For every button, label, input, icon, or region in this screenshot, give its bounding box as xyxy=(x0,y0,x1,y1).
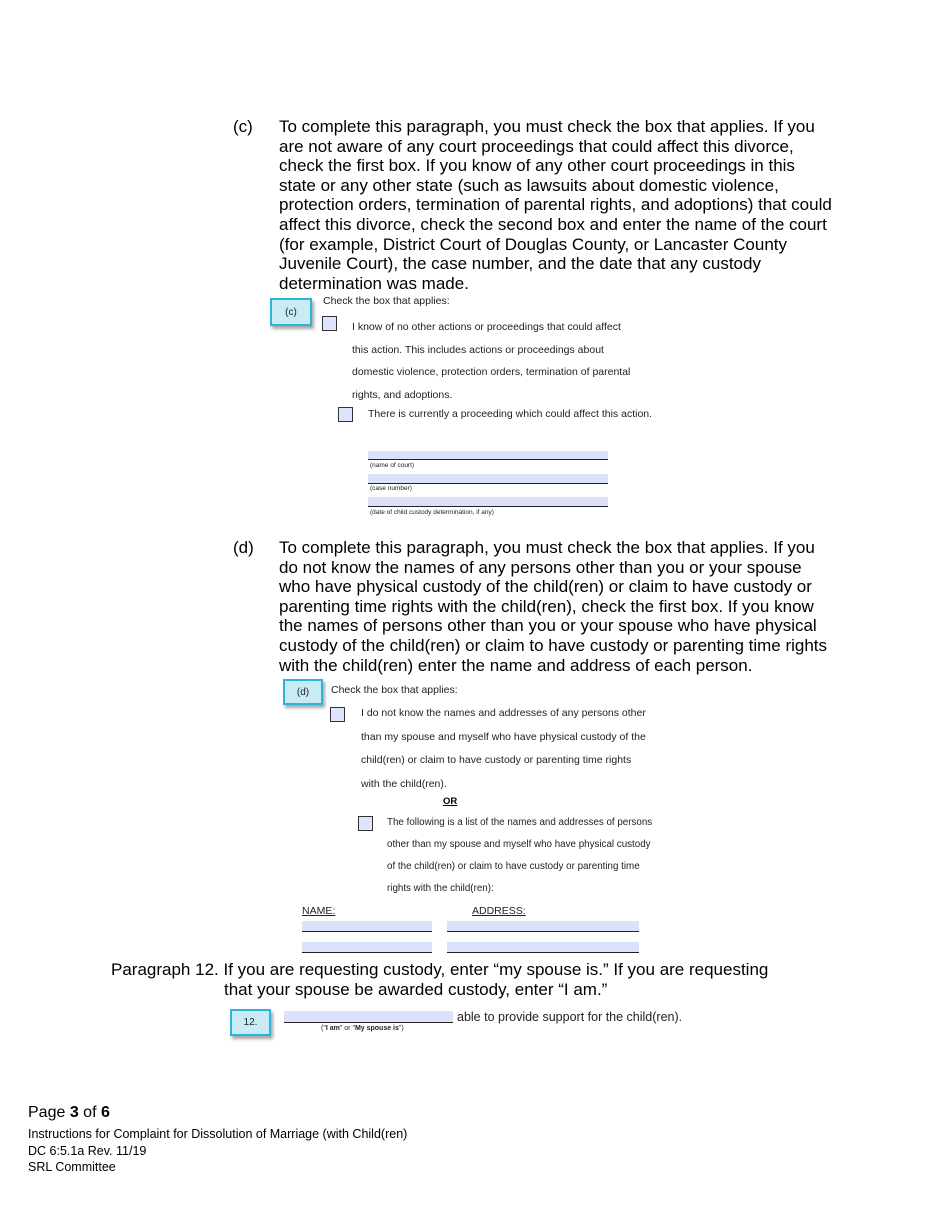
page-number xyxy=(28,1104,110,1122)
text-line: The following is a list of the names and addresses of persons xyxy=(387,817,653,828)
callout-c: (c) xyxy=(270,298,312,326)
text-line: check the first box. If you know of any other court proceedings in this xyxy=(279,156,795,176)
option-no-other-persons xyxy=(361,702,646,796)
field-label: (name of court) xyxy=(370,462,415,469)
text-line: Juvenile Court), the case number, and the date that any custody xyxy=(279,254,761,274)
text-line: protection orders, termination of parental rights, and adoptions) that could xyxy=(279,195,832,215)
hint-text: ") xyxy=(398,1025,404,1032)
checkbox-no-proceedings[interactable] xyxy=(322,316,337,331)
text-line: of the child(ren) or claim to have custody or parenting time xyxy=(387,861,640,872)
hint-text: (" xyxy=(321,1025,326,1032)
hint-text: " or " xyxy=(339,1025,355,1032)
option-current-proceeding: There is currently a proceeding which could affect this action. xyxy=(368,408,653,420)
text-line: the names of persons other than you or your spouse who have physical xyxy=(279,616,817,636)
total-pages: 6 xyxy=(100,1104,110,1121)
name-column-header: NAME: xyxy=(302,905,336,917)
hint-text: I am xyxy=(325,1025,340,1032)
text-line: this action. This includes actions or proceedings about xyxy=(352,343,604,356)
text-line: are not aware of any court proceedings that could affect this divorce, xyxy=(279,136,794,156)
text-line: state or any other state (such as lawsuits about domestic violence, xyxy=(279,175,779,195)
person-name-field[interactable] xyxy=(302,942,432,953)
field-label: (date of child custody determination, if any) xyxy=(370,509,494,516)
person-name-field[interactable] xyxy=(302,921,432,932)
committee-name: SRL Committee xyxy=(28,1160,116,1174)
text-line: To complete this paragraph, you must check the box that applies. If you xyxy=(279,538,815,557)
document-title: Instructions for Complaint for Dissolution of Marriage (with Child(ren) xyxy=(28,1127,408,1141)
option-list-persons xyxy=(387,812,652,900)
person-address-field[interactable] xyxy=(447,921,639,932)
footer-info xyxy=(28,1126,407,1176)
person-address-field[interactable] xyxy=(447,942,639,953)
section-c-label: (c) xyxy=(233,117,253,136)
current-page: 3 xyxy=(69,1104,79,1121)
hint-text: My spouse is xyxy=(354,1025,399,1032)
text-line: child(ren) or claim to have custody or parenting time rights xyxy=(361,754,632,766)
paragraph-12-line: Paragraph 12. If you are requesting custody, enter “my spouse is.” If you are requesting xyxy=(111,960,769,979)
text-line: determination was made. xyxy=(279,273,469,293)
field-hint xyxy=(321,1025,404,1032)
checkbox-no-other-persons[interactable] xyxy=(330,707,345,722)
callout-d: (d) xyxy=(283,679,323,705)
custody-ability-field[interactable] xyxy=(284,1011,453,1023)
text-line: (for example, District Court of Douglas County, or Lancaster County xyxy=(279,234,788,254)
text-line: do not know the names of any persons other than you or your spouse xyxy=(279,557,802,577)
section-d-text xyxy=(279,538,879,675)
checkbox-list-persons[interactable] xyxy=(358,816,373,831)
section-d-label: (d) xyxy=(233,538,254,557)
section-c-text xyxy=(279,117,879,293)
address-column-header: ADDRESS: xyxy=(472,905,526,917)
text-line: parenting time rights with the child(ren), check the first box. If you know xyxy=(279,596,814,616)
text-line: I do not know the names and addresses of any persons other xyxy=(361,707,646,719)
text-line: To complete this paragraph, you must check the box that applies. If you xyxy=(279,117,815,136)
text-line: who have physical custody of the child(ren) or claim to have custody or xyxy=(279,577,812,597)
page-prefix: Page xyxy=(28,1104,70,1121)
custody-date-field[interactable] xyxy=(368,497,608,507)
text-line: other than my spouse and myself who have physical custody xyxy=(387,839,651,850)
case-number-field[interactable] xyxy=(368,474,608,484)
court-name-field[interactable] xyxy=(368,451,608,460)
checkbox-current-proceeding[interactable] xyxy=(338,407,353,422)
text-line: than my spouse and myself who have physical custody of the xyxy=(361,730,646,743)
paragraph-12-line: that your spouse be awarded custody, enter “I am.” xyxy=(224,980,608,999)
text-line: domestic violence, protection orders, termination of parental xyxy=(352,366,631,378)
support-statement: able to provide support for the child(ren). xyxy=(457,1010,683,1024)
or-separator: OR xyxy=(443,796,458,807)
text-line: custody of the child(ren) or claim to have custody or parenting time rights xyxy=(279,635,828,655)
page-of: of xyxy=(78,1104,101,1121)
field-label: (case number) xyxy=(370,485,412,492)
text-line: rights, and adoptions. xyxy=(352,388,453,401)
option-no-proceedings xyxy=(352,316,630,406)
text-line: I know of no other actions or proceedings that could affect xyxy=(352,321,621,333)
text-line: affect this divorce, check the second box and enter the name of the court xyxy=(279,214,827,234)
instruction-text: Check the box that applies: xyxy=(323,295,450,307)
instruction-text: Check the box that applies: xyxy=(331,684,458,696)
callout-12: 12. xyxy=(230,1009,271,1036)
text-line: with the child(ren) enter the name and address of each person. xyxy=(279,655,753,675)
text-line: rights with the child(ren): xyxy=(387,883,494,894)
form-number: DC 6:5.1a Rev. 11/19 xyxy=(28,1143,147,1158)
text-line: with the child(ren). xyxy=(361,777,447,790)
